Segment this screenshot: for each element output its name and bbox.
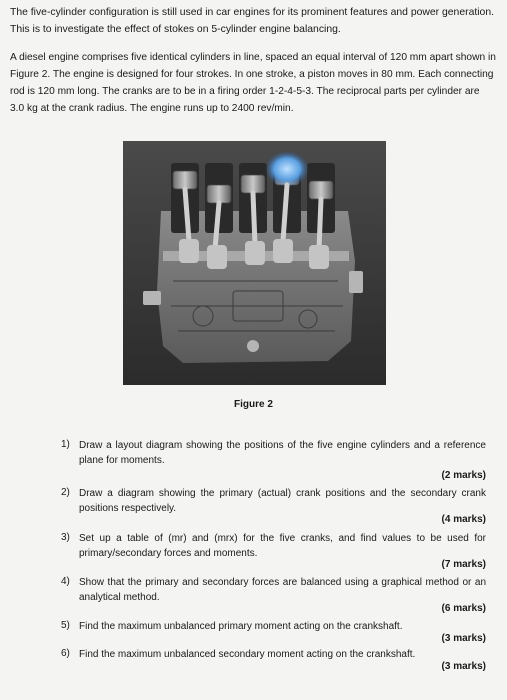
question-number: 6): [61, 648, 70, 659]
question-number: 1): [61, 439, 70, 450]
question-text: Draw a diagram showing the primary (actual) crank positions and the secondary crank positions respectively.: [79, 488, 486, 514]
question-number: 4): [61, 576, 70, 587]
question-marks: (4 marks): [441, 514, 486, 525]
question-number: 5): [61, 620, 70, 631]
question-number: 2): [61, 487, 70, 498]
problem-paragraph: A diesel engine comprises five identical cylinders in line, spaced an equal interval of 120 mm apart shown in Figure 2. The engine is designed for four strokes. In one stroke, a piston moves in 80 mm. Each connecting rod is 120 mm long. The cranks are to be in a firing order 1-2-4-5-3. The reciprocal parts per cylinder are 3.0 kg at the crank radius. The engine runs up to 2400 rev/min.: [10, 52, 496, 114]
question-marks: (6 marks): [441, 603, 486, 614]
question-marks: (7 marks): [441, 559, 486, 570]
question-text: Set up a table of (mr) and (mrx) for the five cranks, and find values to be used for primary/secondary forces and moments.: [79, 533, 486, 559]
question-number: 3): [61, 532, 70, 543]
question-text: Draw a layout diagram showing the positions of the five engine cylinders and a reference plane for moments.: [79, 440, 486, 466]
question-marks: (3 marks): [441, 661, 486, 672]
question-text: Show that the primary and secondary forces are balanced using a graphical method or an analytical method.: [79, 577, 486, 603]
question-marks: (3 marks): [441, 633, 486, 644]
question-text: Find the maximum unbalanced primary moment acting on the crankshaft.: [79, 621, 403, 632]
figure-caption: Figure 2: [234, 399, 273, 410]
intro-paragraph: The five-cylinder configuration is still used in car engines for its prominent features and power generation. This is to investigate the effect of stokes on 5-cylinder engine balancing.: [10, 7, 494, 35]
question-text: Find the maximum unbalanced secondary moment acting on the crankshaft.: [79, 649, 416, 660]
question-marks: (2 marks): [441, 470, 486, 481]
